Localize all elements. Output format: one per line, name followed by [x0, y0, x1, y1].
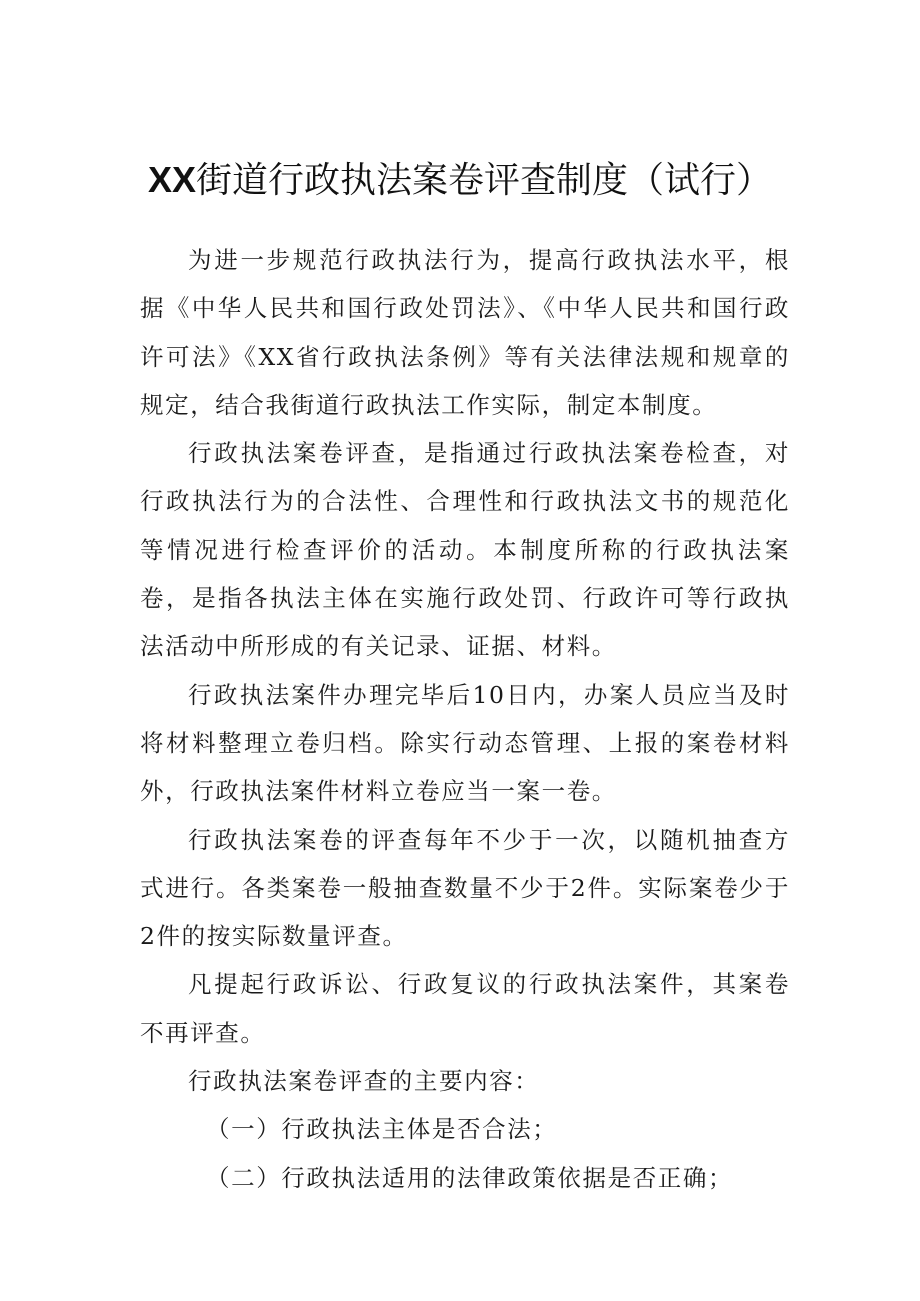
title-prefix: XX: [147, 159, 196, 201]
paragraph-definition: 行政执法案卷评查，是指通过行政执法案卷检查，对行政执法行为的合法性、合理性和行政执法文书的规范化等情况进行检查评价的活动。本制度所称的行政执法案卷，是指各执法主体在实施行政处罚、行政许可等行政执法活动中所形成的有关记录、证据、材料。: [140, 439, 790, 661]
document-body: [140, 236, 790, 1202]
list-item: （一）行政执法主体是否合法；: [206, 1115, 558, 1144]
document-title: [0, 154, 920, 207]
paragraph-content-heading: 行政执法案卷评查的主要内容：: [188, 1067, 540, 1096]
paragraph-frequency: 行政执法案卷的评查每年不少于一次，以随机抽查方式进行。各类案卷一般抽查数量不少于2件。实际案卷少于2件的按实际数量评查。: [140, 825, 790, 951]
paragraph-basis: 为进一步规范行政执法行为，提高行政执法水平，根据《中华人民共和国行政处罚法》、《中华人民共和国行政许可法》《XX省行政执法条例》等有关法律法规和规章的规定，结合我街道行政执法工作实际，制定本制度。: [140, 246, 790, 419]
paragraph-exclusion: 凡提起行政诉讼、行政复议的行政执法案件，其案卷不再评查。: [140, 970, 790, 1047]
list-item: （二）行政执法适用的法律政策依据是否正确；: [206, 1163, 734, 1192]
title-main: 街道行政执法案卷评查制度（试行）: [196, 160, 773, 202]
paragraph-filing: 行政执法案件办理完毕后10日内，办案人员应当及时将材料整理立卷归档。除实行动态管理、上报的案卷材料外，行政执法案件材料立卷应当一案一卷。: [140, 680, 790, 806]
